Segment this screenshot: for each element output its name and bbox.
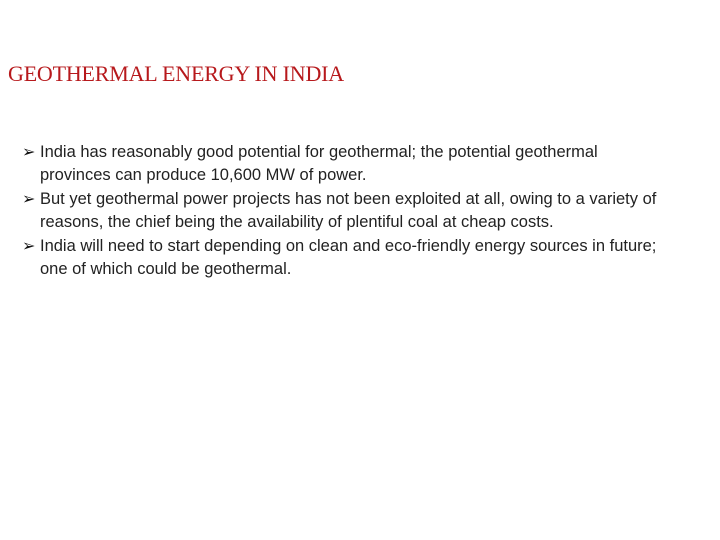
bullet-text: India has reasonably good potential for geothermal; the potential geothermal provinces can produce 10,600 MW of power. [40, 143, 598, 184]
bullet-item-potential [22, 141, 662, 186]
arrow-bullet-icon: ➢ [22, 142, 36, 161]
bullet-text: But yet geothermal power projects has not been exploited at all, owing to a variety of reasons, the chief being the availability of plentiful coal at cheap costs. [40, 190, 657, 231]
slide-title: GEOTHERMAL ENERGY IN INDIA [8, 61, 344, 86]
bullet-list [22, 141, 662, 282]
arrow-bullet-icon: ➢ [22, 189, 36, 208]
bullet-item-not-exploited [22, 188, 662, 233]
bullet-text: India will need to start depending on clean and eco-friendly energy sources in future; one of which could be geothermal. [40, 237, 657, 278]
bullet-item-future [22, 235, 662, 280]
arrow-bullet-icon: ➢ [22, 236, 36, 255]
